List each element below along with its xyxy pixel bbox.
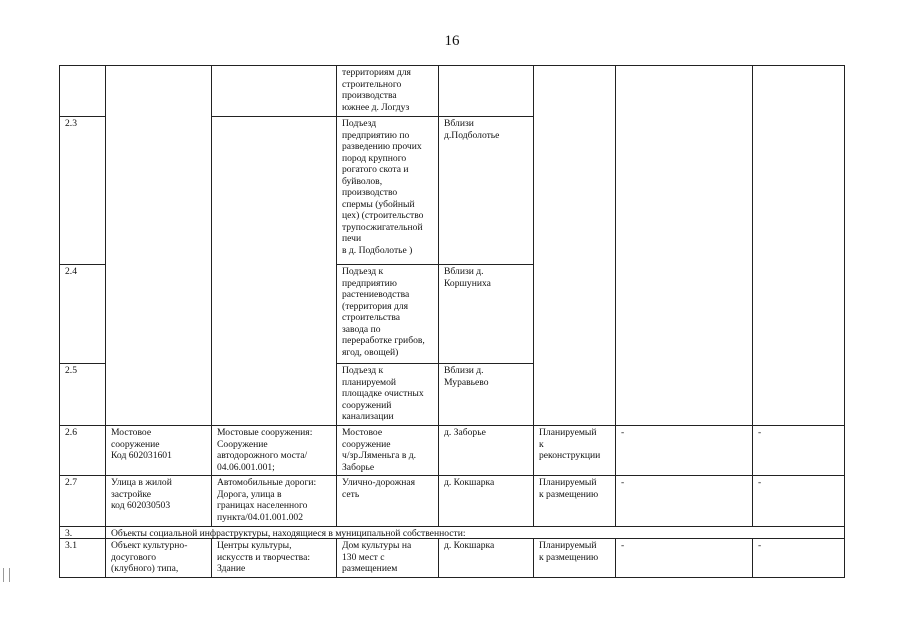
cell-type	[211, 65, 337, 117]
cell-type: Мостовые сооружения: Сооружение автодорожного моста/ 04.06.001.001;	[211, 425, 337, 476]
cell-location: Вблизи д. Коршуниха	[438, 264, 534, 364]
cell-number: 2.3	[59, 116, 106, 265]
cell-number: 2.7	[59, 475, 106, 527]
cell-status: Планируемый к размещению	[533, 538, 616, 578]
cell-location: Вблизи д. Муравьево	[438, 363, 534, 426]
margin-mark	[3, 568, 10, 582]
cell-location: д. Кокшарка	[438, 475, 534, 527]
cell-location: д. Заборье	[438, 425, 534, 476]
section-header: Объекты социальной инфраструктуры, находящиеся в муниципальной собственности:	[105, 526, 845, 539]
cell-description: территориям для строительного производства южнее д. Логдуз	[336, 65, 439, 117]
cell-zone-merged	[615, 65, 753, 426]
cell-description: Мостовое сооружение ч/зр.Ляменьга в д. Заборье	[336, 425, 439, 476]
cell-number	[59, 65, 106, 117]
cell-type: Центры культуры, искусств и творчества: Здание	[211, 538, 337, 578]
cell-description: Подъезд к предприятию растениеводства (территория для строительства завода по переработке грибов, ягод, овощей)	[336, 264, 439, 364]
cell-description: Подъезд предприятию по разведению прочих пород крупного рогатого скота и буйволов, производство спермы (убойный цех) (строительство трупосжигательной печи в д. Подболотье )	[336, 116, 439, 265]
cell-number: 2.5	[59, 363, 106, 426]
cell-name: Объект культурно- досугового (клубного) типа,	[105, 538, 212, 578]
cell-name: Улица в жилой застройке код 602030503	[105, 475, 212, 527]
cell-status: Планируемый к реконструкции	[533, 425, 616, 476]
cell-area-merged	[752, 65, 845, 426]
cell-number: 2.4	[59, 264, 106, 364]
cell-description: Дом культуры на 130 мест с размещением	[336, 538, 439, 578]
cell-status: Планируемый к размещению	[533, 475, 616, 527]
cell-zone: -	[615, 475, 753, 527]
cell-description: Улично-дорожная сеть	[336, 475, 439, 527]
cell-number: 3.	[59, 526, 106, 539]
cell-zone: -	[615, 425, 753, 476]
cell-number: 3.1	[59, 538, 106, 578]
cell-description: Подъезд к планируемой площадке очистных сооружений канализации	[336, 363, 439, 426]
cell-area: -	[752, 538, 845, 578]
cell-area: -	[752, 475, 845, 527]
cell-zone: -	[615, 538, 753, 578]
cell-location	[438, 65, 534, 117]
cell-name-merged	[105, 65, 212, 426]
cell-location: Вблизи д.Подболотье	[438, 116, 534, 265]
cell-status-merged	[533, 65, 616, 426]
cell-location: д. Кокшарка	[438, 538, 534, 578]
cell-name: Мостовое сооружение Код 602031601	[105, 425, 212, 476]
cell-type-merged	[211, 116, 337, 426]
page-number: 16	[444, 33, 460, 49]
cell-area: -	[752, 425, 845, 476]
cell-type: Автомобильные дороги: Дорога, улица в границах населенного пункта/04.01.001.002	[211, 475, 337, 527]
cell-number: 2.6	[59, 425, 106, 476]
